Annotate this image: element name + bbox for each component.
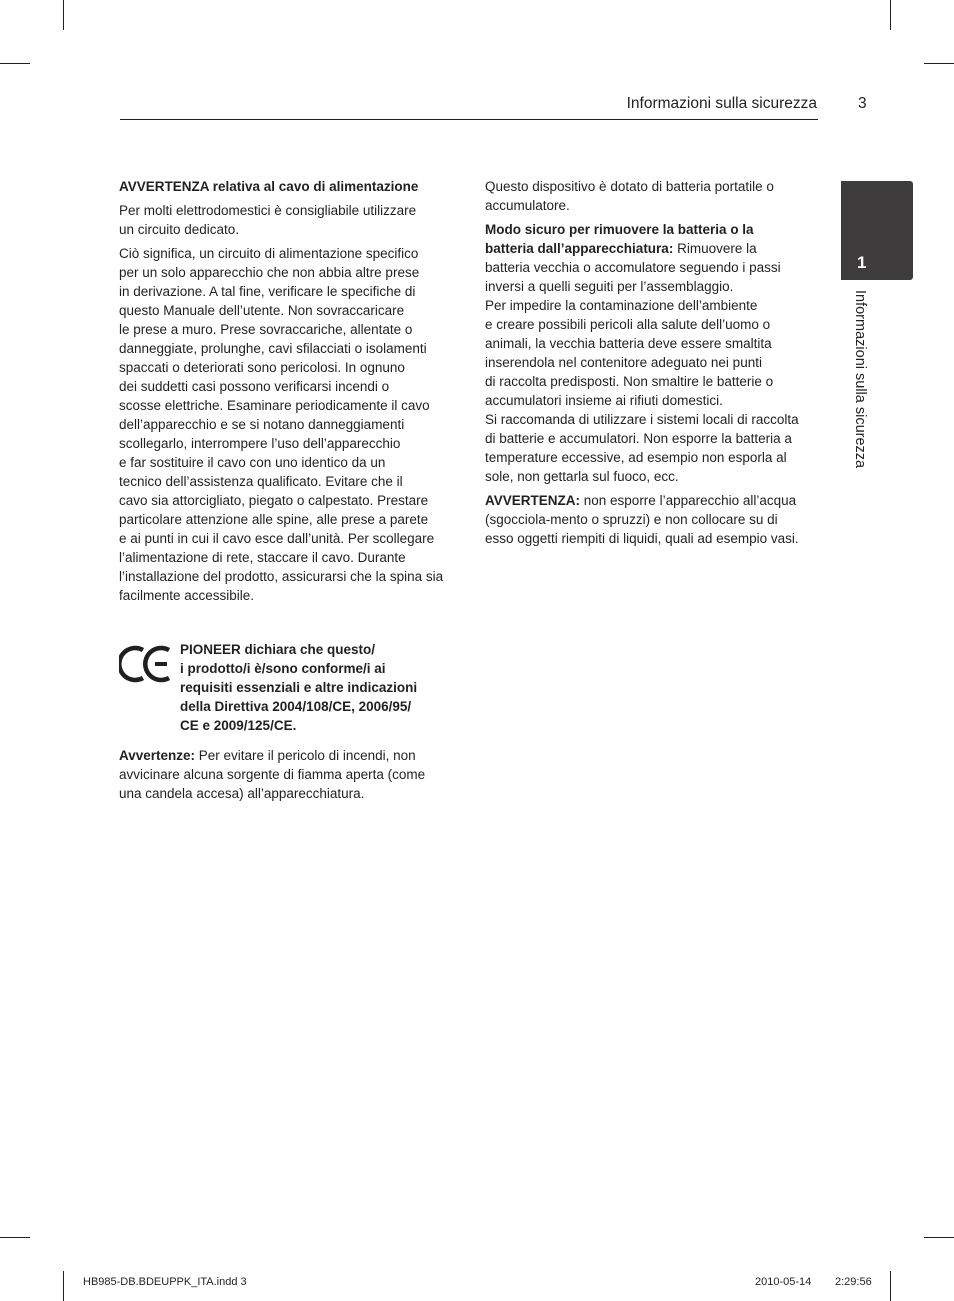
header-divider: [120, 119, 818, 120]
crop-mark: [890, 1271, 891, 1301]
crop-mark: [924, 63, 954, 64]
ce-declaration-block: [119, 640, 454, 740]
chapter-tab: [841, 181, 913, 280]
page-number: 3: [858, 95, 867, 112]
crop-mark: [63, 1271, 64, 1301]
chapter-side-label: Informazioni sulla sicurezza: [852, 290, 868, 469]
ce-declaration-text: PIONEER dichiara che questo/ i prodotto/i è/sono conforme/i ai requisiti essenziali e altre indicazioni della Direttiva 2004/108/CE, 2006/95/ CE e 2009/125/CE.: [180, 642, 418, 733]
fire-warning-paragraph: [119, 746, 454, 803]
right-column: [485, 177, 825, 548]
footer-date: 2010-05-14: [755, 1276, 812, 1288]
power-cord-paragraph: Ciò significa, un circuito di alimentazione specifico per un solo apparecchio che non abbia altre prese in derivazione. A tal fine, verificare le specifiche di questo Manuale dell’utente. Non sovraccaricare le prese a muro. Prese sovraccariche, allentate o danneggiate, prolunghe, cavi sfilacciati o isolamenti spaccati o deteriorati sono pericolosi. In ognuno dei suddetti casi possono verificarsi incendi o scosse elettriche. Esaminare periodicamente il cavo dell’apparecchio e se si notano danneggiamenti scollegarlo, interrompere l’uso dell’apparecchio e far sostituire il cavo con uno identico da un tecnico dell’assistenza qualificato. Evitare che il cavo sia attorcigliato, piegato o calpestato. Prestare particolare attenzione alle spine, alle prese a parete e ai punti in cui il cavo esce dall’unità. Per scollegare l’alimentazione di rete, staccare il cavo. Durante l’installazione del prodotto, assicurarsi che la spina sia facilmente accessibile.: [119, 246, 444, 603]
chapter-number: 1: [857, 253, 867, 272]
crop-mark: [0, 1237, 30, 1238]
battery-removal-text: Rimuovere la batteria vecchia o accomulatore seguendo i passi inversi a quelli seguiti per l’assemblaggio. Per impedire la contaminazione dell’ambiente e creare possibili pericoli alla salute dell’uomo o animali, la vecchia batteria deve essere smaltita inserendola nel contenitore adeguato nei punti di raccolta predisposti. Non smaltire le batterie o accumulatori insieme ai rifiuti domestici. Si raccomanda di utilizzare i sistemi locali di raccolta di batterie e accumulatori. Non esporre la batteria a temperature eccessive, ad esempio non esporla al sole, non gettarla sul fuoco, ecc.: [485, 241, 799, 484]
water-warning-paragraph: [485, 491, 825, 548]
left-column: [119, 177, 454, 605]
crop-mark: [890, 0, 891, 30]
water-warning-label: AVVERTENZA:: [485, 493, 581, 508]
footer-time: 2:29:56: [835, 1276, 872, 1288]
battery-intro-paragraph: Questo dispositivo è dotato di batteria portatile o accumulatore.: [485, 179, 774, 213]
crop-mark: [924, 1237, 954, 1238]
section-title: Informazioni sulla sicurezza: [626, 95, 817, 112]
ce-mark-icon: [119, 644, 175, 684]
battery-removal-heading: Modo sicuro per rimuovere la batteria o la batteria dall’apparecchiatura:: [485, 222, 754, 256]
power-cord-warning-heading: AVVERTENZA relativa al cavo di alimentazione: [119, 179, 419, 194]
crop-mark: [63, 0, 64, 30]
crop-mark: [0, 63, 30, 64]
fire-warning-text: Per evitare il pericolo di incendi, non avvicinare alcuna sorgente di fiamma aperta (come una candela accesa) all’apparecchiatura.: [119, 748, 426, 801]
battery-removal-paragraph: [485, 220, 825, 486]
dedicated-circuit-paragraph: Per molti elettrodomestici è consigliabile utilizzare un circuito dedicato.: [119, 203, 417, 237]
fire-warning-label: Avvertenze:: [119, 748, 196, 763]
water-warning-text: non esporre l’apparecchio all’acqua (sgocciola-mento o spruzzi) e non collocare su di esso oggetti riempiti di liquidi, quali ad esempio vasi.: [485, 493, 799, 546]
footer-file-name: HB985-DB.BDEUPPK_ITA.indd 3: [83, 1276, 247, 1288]
